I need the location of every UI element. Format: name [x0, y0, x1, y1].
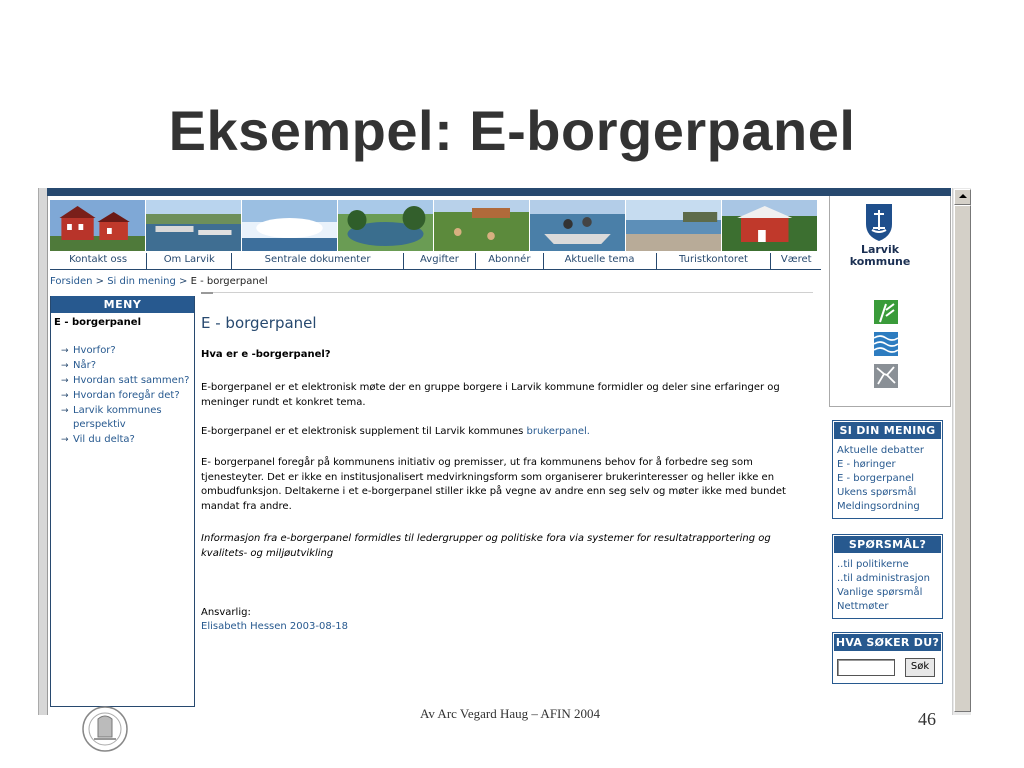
panel-link[interactable]: E - borgerpanel	[837, 473, 915, 484]
responsible-contact-link[interactable]: Elisabeth Hessen 2003-08-18	[201, 621, 349, 632]
photo-lake	[338, 200, 434, 251]
nav-om-larvik[interactable]: Om Larvik	[147, 253, 232, 269]
menu-item-label: Hvorfor?	[73, 345, 116, 356]
menu-item-label: Larvik kommunes perspektiv	[73, 405, 162, 430]
photo-field	[434, 200, 530, 251]
panel-list	[833, 440, 942, 518]
menu-item-label: Vil du delta?	[73, 434, 135, 445]
panel-si-din-mening	[832, 420, 943, 519]
nav-abonner[interactable]: Abonnér	[476, 253, 543, 269]
panel-sporsmal	[832, 534, 943, 619]
nav-turistkontoret[interactable]: Turistkontoret	[657, 253, 772, 269]
photo-boat	[530, 200, 626, 251]
menu-item-hvordan-satt-sammen[interactable]	[61, 374, 194, 388]
logo-line-2: kommune	[849, 255, 911, 268]
menu-item-vil-du-delta[interactable]	[61, 433, 194, 447]
paragraph-2-text: E-borgerpanel er et elektronisk supplement til Larvik kommunes	[201, 426, 527, 437]
panel-header: HVA SØKER DU?	[833, 633, 942, 652]
menu-item-label: Hvordan satt sammen?	[73, 375, 190, 386]
paragraph-4: Informasjon fra e-borgerpanel formidles til ledergrupper og politiske fora via systemer for resultatrapportering og kvalitets- og miljøutvikling	[201, 533, 771, 559]
menu-item-label: Hvordan foregår det?	[73, 390, 180, 401]
menu-item-label: Når?	[73, 360, 97, 371]
breadcrumb-section[interactable]: Si din mening	[107, 276, 176, 287]
panel-link[interactable]: ..til administrasjon	[837, 573, 930, 584]
panel-link[interactable]: ..til politikerne	[837, 559, 909, 570]
brukerpanel-link[interactable]: brukerpanel.	[526, 426, 590, 437]
photo-red-barn	[722, 200, 818, 251]
logo-line-1: Larvik	[860, 243, 900, 256]
vertical-scrollbar[interactable]	[952, 188, 971, 715]
panel-link[interactable]: Aktuelle debatter	[837, 445, 925, 456]
footer-author: Av Arc Vegard Haug – AFIN 2004	[419, 706, 601, 721]
university-seal-icon	[76, 705, 134, 753]
arrow-right-icon: →	[61, 391, 69, 401]
panel-list	[833, 554, 942, 618]
scroll-up-icon[interactable]	[954, 189, 971, 205]
nav-vaeret[interactable]: Været	[780, 254, 812, 265]
frame-left-bar	[39, 188, 48, 715]
photo-harbour	[146, 200, 242, 251]
menu-current-page: E - borgerpanel	[54, 317, 142, 328]
green-leaf-icon	[874, 300, 898, 324]
photo-red-houses	[50, 200, 146, 251]
logo-text	[830, 244, 930, 268]
menu-item-hvordan-foregar[interactable]	[61, 389, 194, 403]
arrow-right-icon: →	[61, 435, 69, 445]
frame-top-bar	[47, 188, 951, 196]
right-column	[829, 196, 951, 715]
search-row	[833, 652, 942, 683]
content-divider	[201, 292, 813, 293]
nav-sentrale-dokumenter[interactable]: Sentrale dokumenter	[232, 253, 403, 269]
page-number: 46	[918, 709, 936, 729]
content-subtitle: Hva er e -borgerpanel?	[201, 349, 331, 360]
grey-stone-icon	[874, 364, 898, 388]
paragraph-3: E- borgerpanel foregår på kommunens initiativ og premisser, ut fra kommunens behov for å forbedre seg som tjenesteyter. Det er ikke en institusjonalisert medvirkningsform som organiserer brukerinteresser og heller ikke en ombudfunksjon. Deltakerne i et e-borgerpanel stiller ikke på vegne av andre enn seg selv og møter ikke med bundet mandat fra andre.	[201, 457, 786, 512]
menu-items	[61, 344, 194, 447]
breadcrumb	[50, 276, 268, 287]
search-button[interactable]: Søk	[905, 658, 935, 677]
larvik-crest-icon	[864, 202, 894, 242]
left-menu	[50, 296, 195, 707]
photo-waterfall	[242, 200, 338, 251]
website-screenshot	[38, 188, 972, 715]
breadcrumb-home[interactable]: Forsiden	[50, 276, 93, 287]
arrow-right-icon: →	[61, 361, 69, 371]
slide-title: Eksempel: E-borgerpanel	[168, 99, 856, 162]
menu-item-hvorfor[interactable]	[61, 344, 194, 358]
page-title: E - borgerpanel	[201, 314, 317, 332]
arrow-right-icon: →	[61, 376, 69, 386]
photo-beach	[626, 200, 722, 251]
scrollbar-thumb[interactable]	[954, 205, 971, 712]
panel-link[interactable]: E - høringer	[837, 459, 896, 470]
menu-header: MENY	[51, 296, 194, 313]
paragraph-2	[201, 425, 813, 440]
responsible-label: Ansvarlig:	[201, 607, 251, 618]
arrow-right-icon: →	[61, 406, 69, 416]
menu-item-nar[interactable]	[61, 359, 194, 373]
panel-header: SPØRSMÅL?	[833, 535, 942, 554]
panel-header: SI DIN MENING	[833, 421, 942, 440]
logo-box	[829, 196, 951, 407]
panel-search	[832, 632, 943, 684]
search-input[interactable]	[837, 659, 895, 676]
nav-avgifter[interactable]: Avgifter	[404, 253, 476, 269]
blue-wave-icon	[874, 332, 898, 356]
nav-aktuelle-tema[interactable]: Aktuelle tema	[544, 253, 657, 269]
panel-link[interactable]: Vanlige spørsmål	[837, 587, 923, 598]
breadcrumb-separator: >	[92, 276, 108, 287]
header-photo-strip	[50, 200, 818, 251]
panel-link[interactable]: Meldingsordning	[837, 501, 920, 512]
top-navigation	[50, 253, 821, 270]
arrow-right-icon: →	[61, 346, 69, 356]
breadcrumb-separator: >	[175, 276, 191, 287]
panel-link[interactable]: Nettmøter	[837, 601, 889, 612]
panel-link[interactable]: Ukens spørsmål	[837, 487, 917, 498]
nav-kontakt-oss[interactable]: Kontakt oss	[50, 253, 147, 269]
paragraph-1: E-borgerpanel er et elektronisk møte der en gruppe borgere i Larvik kommune formidler og deler sine erfaringer og meninger rundt et konkret tema.	[201, 382, 780, 408]
breadcrumb-current: E - borgerpanel	[190, 276, 268, 287]
menu-item-perspektiv[interactable]	[61, 404, 194, 432]
browser-viewport	[39, 188, 951, 715]
